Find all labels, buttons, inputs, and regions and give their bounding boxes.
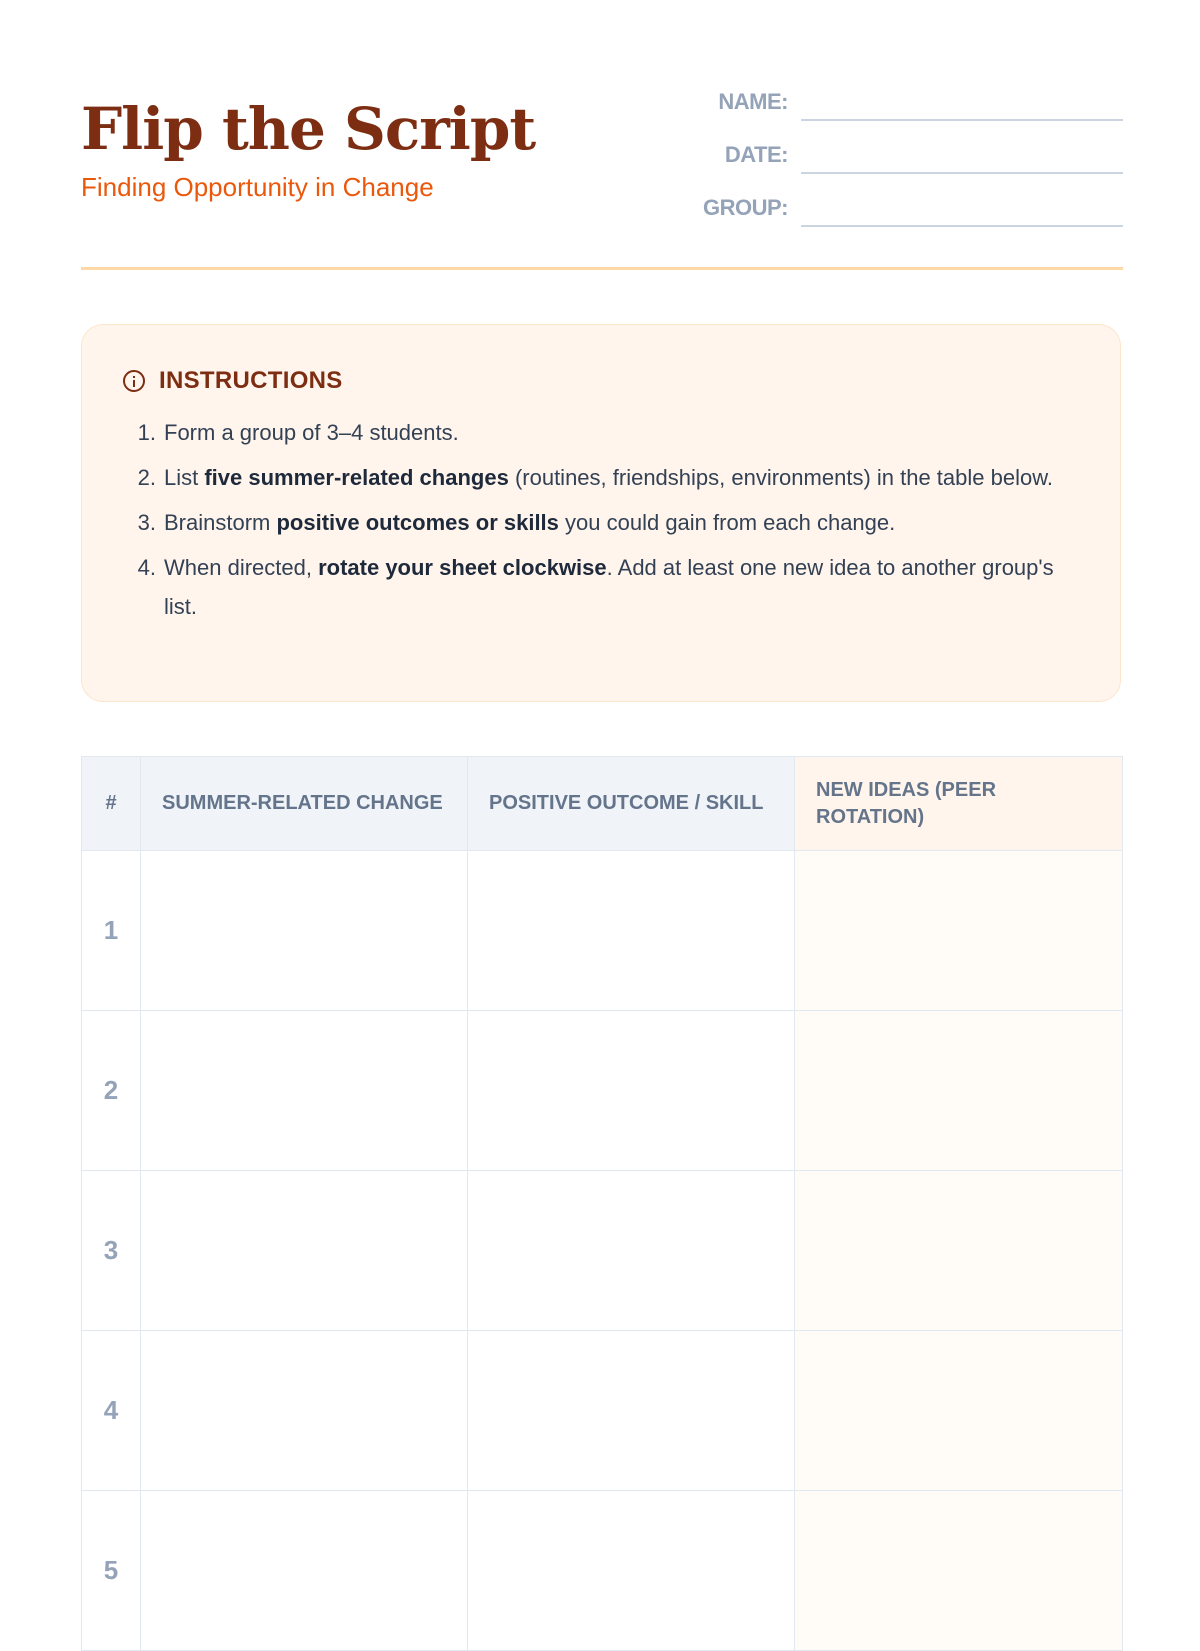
group-label: GROUP: bbox=[703, 195, 788, 220]
change-cell[interactable] bbox=[141, 851, 468, 1011]
instruction-step bbox=[114, 548, 1074, 626]
step-text bbox=[164, 503, 1074, 542]
row-number: 4 bbox=[82, 1331, 141, 1491]
outcome-cell[interactable] bbox=[468, 1011, 795, 1171]
outcome-cell[interactable] bbox=[468, 1171, 795, 1331]
change-cell[interactable] bbox=[141, 1491, 468, 1651]
name-label: NAME: bbox=[718, 89, 788, 114]
ideas-cell[interactable] bbox=[795, 851, 1123, 1011]
header-number: # bbox=[82, 757, 141, 851]
step-text bbox=[164, 548, 1074, 626]
table-row bbox=[82, 1331, 1123, 1491]
row-number: 5 bbox=[82, 1491, 141, 1651]
header-summer-change: SUMMER-RELATED CHANGE bbox=[141, 757, 468, 851]
change-cell[interactable] bbox=[141, 1171, 468, 1331]
ideas-cell[interactable] bbox=[795, 1011, 1123, 1171]
name-input-line[interactable] bbox=[801, 119, 1123, 121]
step-text-emphasis: five summer-related changes bbox=[204, 465, 509, 490]
instruction-steps bbox=[114, 413, 1074, 632]
step-text-part: When directed, bbox=[164, 555, 319, 580]
outcome-cell[interactable] bbox=[468, 1491, 795, 1651]
instructions-panel bbox=[81, 324, 1121, 702]
instruction-step bbox=[114, 413, 1074, 452]
step-number: 1. bbox=[137, 420, 156, 445]
changes-table bbox=[81, 756, 1123, 1651]
row-number: 1 bbox=[82, 851, 141, 1011]
step-text-part: (routines, friendships, environments) in the table below. bbox=[508, 465, 1054, 490]
step-number: 2. bbox=[137, 465, 156, 490]
row-number: 2 bbox=[82, 1011, 141, 1171]
step-text-part: . Add at least one new idea to another group's list. bbox=[164, 555, 1054, 619]
step-text-emphasis: positive outcomes or skills bbox=[276, 510, 559, 535]
ideas-cell[interactable] bbox=[795, 1491, 1123, 1651]
outcome-cell[interactable] bbox=[468, 851, 795, 1011]
outcome-cell[interactable] bbox=[468, 1331, 795, 1491]
step-text-part: you could gain from each change. bbox=[558, 510, 896, 535]
step-text-part: Form a group of 3–4 students. bbox=[164, 420, 459, 445]
info-icon bbox=[123, 370, 145, 392]
step-text-part: List bbox=[164, 465, 205, 490]
change-cell[interactable] bbox=[141, 1011, 468, 1171]
worksheet-title: Flip the Script bbox=[81, 95, 536, 163]
instruction-step bbox=[114, 503, 1074, 542]
date-field bbox=[680, 134, 1123, 174]
group-field bbox=[680, 187, 1123, 227]
date-label: DATE: bbox=[724, 142, 788, 167]
table-header-row bbox=[82, 757, 1123, 851]
worksheet-subtitle: Finding Opportunity in Change bbox=[81, 172, 434, 202]
ideas-cell[interactable] bbox=[795, 1171, 1123, 1331]
step-number: 3. bbox=[137, 510, 156, 535]
row-number: 3 bbox=[82, 1171, 141, 1331]
step-text bbox=[164, 413, 1074, 452]
change-cell[interactable] bbox=[141, 1331, 468, 1491]
instructions-header bbox=[123, 367, 343, 395]
step-text-emphasis: rotate your sheet clockwise bbox=[318, 555, 607, 580]
header-divider bbox=[81, 267, 1123, 270]
step-number: 4. bbox=[137, 555, 156, 580]
table-row bbox=[82, 851, 1123, 1011]
name-field bbox=[680, 81, 1123, 121]
instruction-step bbox=[114, 458, 1074, 497]
table-row bbox=[82, 1171, 1123, 1331]
instructions-title: INSTRUCTIONS bbox=[159, 367, 343, 394]
step-text bbox=[164, 458, 1074, 497]
header-positive-outcome: POSITIVE OUTCOME / SKILL bbox=[468, 757, 795, 851]
table-row bbox=[82, 1011, 1123, 1171]
table-row bbox=[82, 1491, 1123, 1651]
header-new-ideas: NEW IDEAS (PEER ROTATION) bbox=[795, 757, 1123, 851]
ideas-cell[interactable] bbox=[795, 1331, 1123, 1491]
step-text-part: Brainstorm bbox=[164, 510, 277, 535]
group-input-line[interactable] bbox=[801, 225, 1123, 227]
date-input-line[interactable] bbox=[801, 172, 1123, 174]
